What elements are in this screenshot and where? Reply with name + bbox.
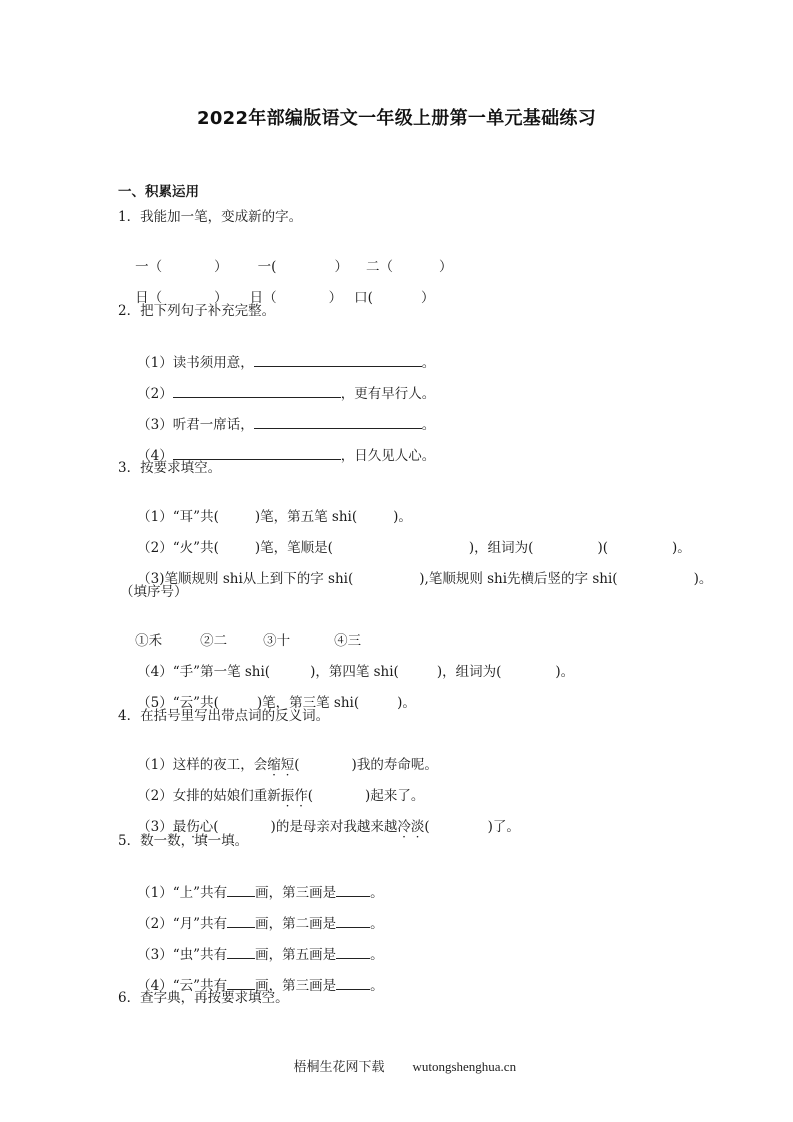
emphasized-char: 振 [280, 788, 295, 804]
item-text: )，第四笔 shi( [310, 664, 399, 680]
paren-close: ） [328, 290, 343, 306]
question-5-prompt: 5．数一数，填一填。 [118, 833, 249, 849]
paren-close: ） [214, 290, 228, 306]
item-text: 画，第三画是 [255, 885, 337, 901]
item-text: )了。 [487, 819, 520, 835]
item-text: )，组词为( [468, 540, 534, 556]
item-text: 画，第二画是 [255, 916, 337, 932]
item-number: （3） [137, 947, 173, 963]
item-text: )的是母亲对我越来越 [270, 819, 398, 835]
item-text: 听君一席话， [172, 417, 254, 433]
item-number: （2） [137, 916, 173, 932]
item-text: )。 [393, 509, 412, 525]
option: ①禾 [135, 633, 163, 649]
option: ②二 [200, 633, 228, 649]
question-3-prompt: 3．按要求填空。 [118, 460, 222, 476]
char-prompt: 日（ [135, 290, 163, 306]
item-text: ，更有早行人。 [340, 386, 436, 402]
item-text: “月”共有 [172, 916, 228, 932]
item-text: )( [597, 540, 608, 556]
emphasized-char: 淡 [410, 819, 425, 835]
answer-blank[interactable] [173, 445, 341, 460]
question-3-item-3 [120, 552, 712, 606]
item-text: ( [294, 757, 300, 773]
question-6-prompt: 6．查字典，再按要求填空。 [118, 990, 289, 1006]
item-text: “虫”共有 [172, 947, 228, 963]
paren-close: ） [214, 259, 228, 275]
emphasized-char: 伤 [186, 819, 200, 835]
item-text: 这样的夜工，会 [172, 757, 268, 773]
emphasized-char: 心 [199, 819, 214, 835]
section-heading: 一、积累运用 [118, 184, 199, 200]
question-1-prompt: 1．我能加一笔，变成新的字。 [118, 209, 303, 225]
item-text: ),笔顺规则 shi先横后竖的字 shi( [419, 571, 618, 587]
item-text: )。 [555, 664, 575, 680]
item-text: )笔，笔顺是( [254, 540, 333, 556]
char-prompt: 一（ [135, 259, 163, 275]
question-4-prompt: 4．在括号里写出带点词的反义词。 [118, 708, 330, 724]
item-text: )。 [693, 571, 713, 587]
item-text: )起来了。 [365, 788, 425, 804]
item-text: 画，第三画是 [255, 978, 337, 994]
item-text: （5）“云”共( [137, 695, 219, 711]
footer-url: wutongshenghua.cn [412, 1059, 517, 1074]
item-text: 女排的姑娘们重新 [172, 788, 281, 804]
item-text: ( [307, 788, 314, 804]
item-text: “云”共有 [172, 978, 228, 994]
item-number: （2） [137, 386, 173, 402]
question-2-prompt: 2．把下列句子补充完整。 [118, 303, 276, 319]
question-3-note: （填序号） [120, 584, 188, 600]
item-text: 。 [421, 417, 436, 433]
item-text: （3)笔顺规则 shi从上到下的字 shi( [137, 571, 354, 587]
item-text: 。 [370, 947, 384, 963]
item-text: （2）“火”共( [137, 540, 219, 556]
item-text: “上”共有 [172, 885, 228, 901]
footer-site-name: 梧桐生花网下载 [293, 1060, 385, 1075]
item-text: 读书须用意， [172, 355, 254, 371]
item-number: （1） [137, 757, 173, 773]
option: ③十 [263, 633, 291, 649]
item-text: 画，第五画是 [255, 947, 337, 963]
paren-close: ） [438, 259, 453, 275]
item-number: （4） [137, 448, 173, 464]
item-text: （4）“手”第一笔 shi( [137, 664, 271, 680]
item-text: )。 [671, 540, 691, 556]
item-number: （4） [137, 978, 173, 994]
item-text: 。 [370, 978, 384, 994]
item-number: （1） [137, 885, 173, 901]
option: ④三 [334, 633, 362, 649]
char-prompt: 一( [257, 259, 277, 275]
item-text: )我的寿命呢。 [351, 757, 438, 773]
paren-close: ） [334, 259, 348, 275]
char-prompt: 日（ [249, 290, 277, 306]
emphasized-char: 作 [294, 788, 308, 804]
item-number: （3） [137, 819, 173, 835]
answer-blank[interactable] [336, 975, 370, 990]
item-text: 。 [421, 355, 436, 371]
item-text: )，组词为( [436, 664, 502, 680]
item-text: 。 [370, 916, 384, 932]
emphasized-char: 冷 [397, 819, 411, 835]
emphasized-char: 短 [280, 757, 295, 773]
page-footer [0, 1041, 793, 1090]
item-number: （3） [137, 417, 173, 433]
page-title: 2022年部编版语文一年级上册第一单元基础练习 [197, 108, 596, 129]
item-number: （2） [137, 788, 173, 804]
char-prompt: 口( [354, 290, 373, 306]
item-text: ( [213, 819, 219, 835]
paren-close: ） [420, 290, 435, 306]
item-text: 最 [172, 819, 187, 835]
item-text: )。 [397, 695, 416, 711]
item-text: ( [424, 819, 430, 835]
emphasized-char: 缩 [267, 757, 281, 773]
answer-blank[interactable] [227, 975, 255, 990]
item-text: ，日久见人心。 [340, 448, 436, 464]
item-text: 。 [370, 885, 384, 901]
item-text: （1）“耳”共( [137, 509, 219, 525]
item-text: )笔，第三笔 shi( [256, 695, 360, 711]
item-text: )笔，第五笔 shi( [254, 509, 358, 525]
char-prompt: 二（ [365, 259, 393, 275]
item-number: （1） [137, 355, 173, 371]
